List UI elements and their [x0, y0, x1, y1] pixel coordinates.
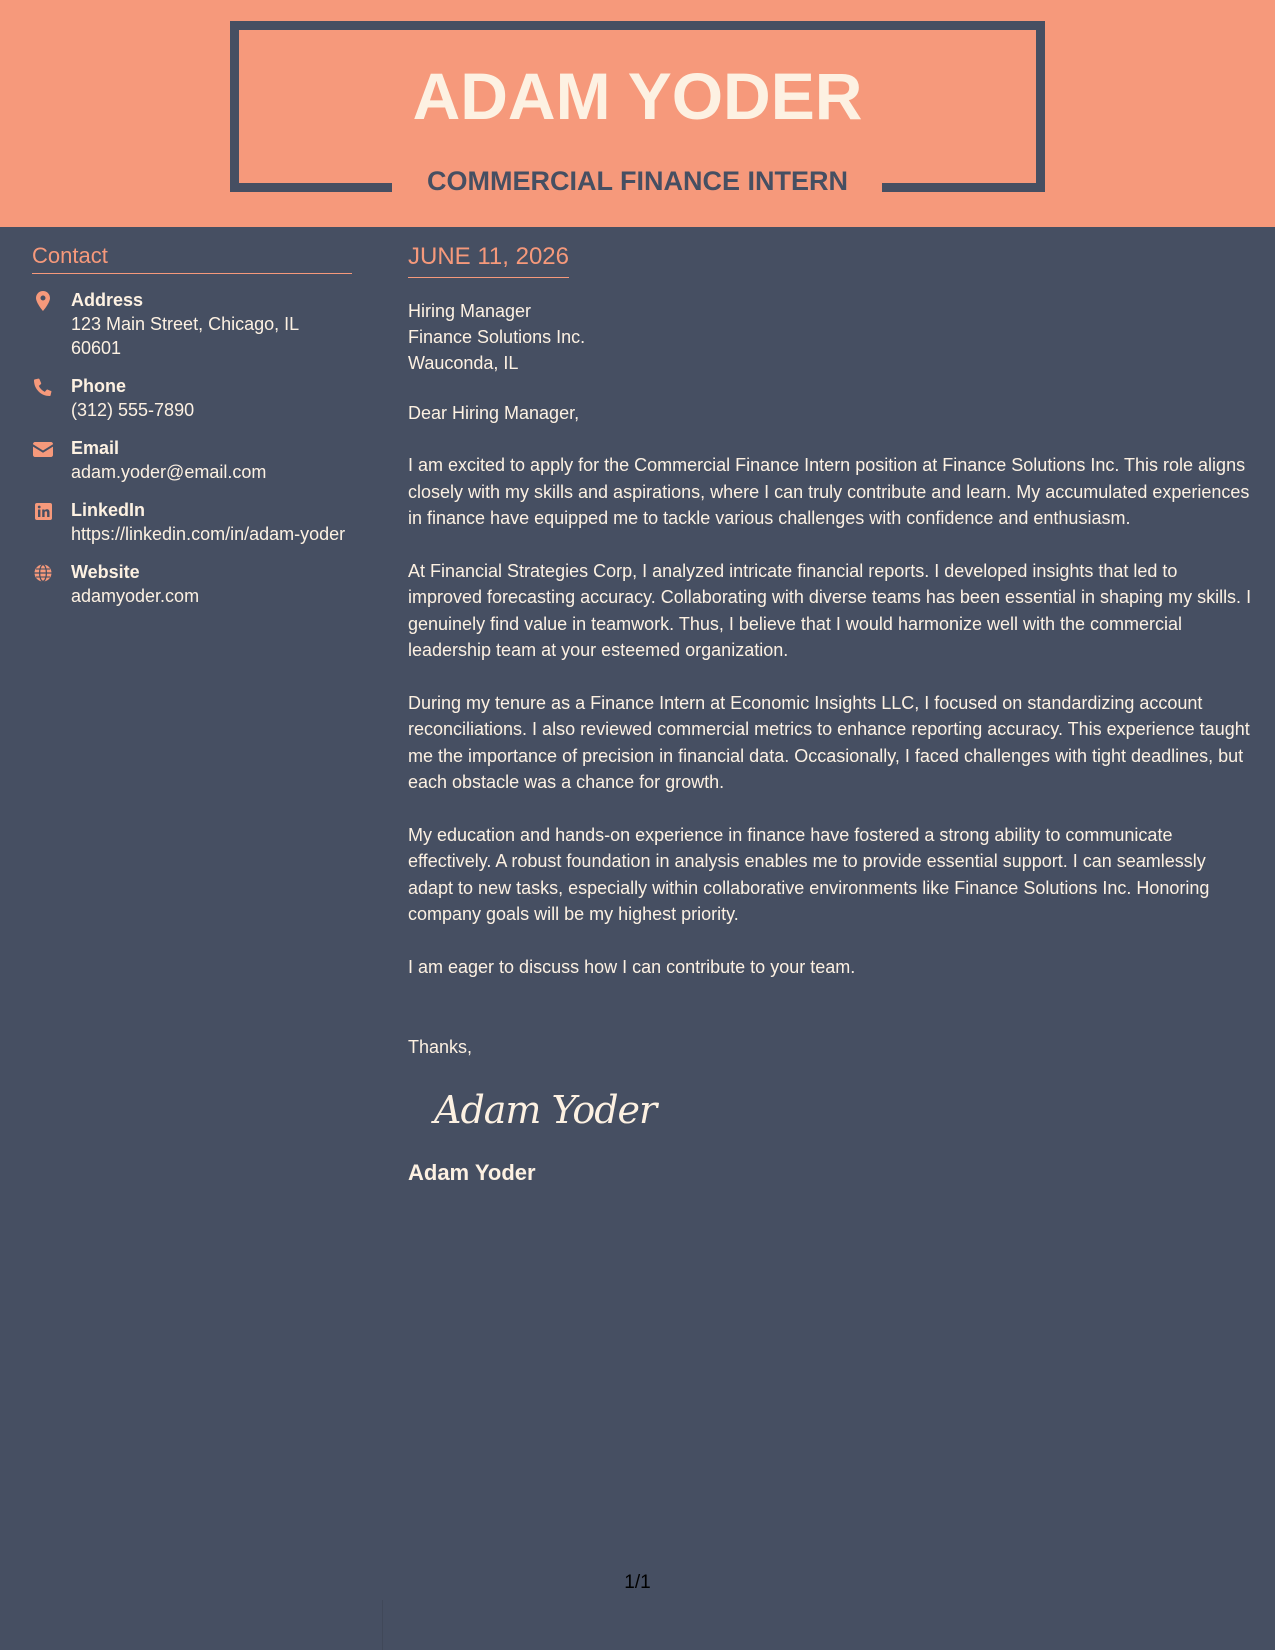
- contact-item-website: [32, 560, 352, 608]
- signer-name: Adam Yoder: [408, 1160, 536, 1185]
- contact-sidebar: [32, 243, 352, 608]
- letter-date: JUNE 11, 2026: [408, 243, 569, 278]
- contact-label: Phone: [71, 376, 127, 396]
- contact-value: 123 Main Street, Chicago, IL 60601: [71, 314, 299, 358]
- letter-paragraph: During my tenure as a Finance Intern at Economic Insights LLC, I focused on standardizing account reconciliations. I also reviewed commercial metrics to enhance reporting accuracy. This experience taught me the importance of precision in financial data. Occasionally, I faced challenges with tight deadlines, but each obstacle was a chance for growth.: [408, 692, 1250, 792]
- contact-item-email: [32, 436, 352, 484]
- contact-item-address: [32, 288, 352, 360]
- contact-value[interactable]: adamyoder.com: [71, 586, 200, 606]
- header-banner: [0, 0, 1275, 227]
- contact-value[interactable]: https://linkedin.com/in/adam-yoder: [71, 524, 346, 544]
- recipient-block: [408, 298, 1253, 376]
- linkedin-icon: [33, 501, 53, 521]
- greeting: Dear Hiring Manager,: [408, 403, 580, 423]
- letter-paragraph: At Financial Strategies Corp, I analyzed intricate financial reports. I developed insights that led to improved forecasting accuracy. Collaborating with diverse teams has been essential in shaping my skills. I genuinely find value in teamwork. Thus, I believe that I would harmonize well with the commercial leadership team at your esteemed organization.: [408, 560, 1252, 660]
- contact-label: LinkedIn: [71, 500, 146, 520]
- recipient-line: Hiring Manager: [408, 301, 532, 321]
- letter-paragraph: I am eager to discuss how I can contribute to your team.: [408, 956, 856, 977]
- recipient-line: Finance Solutions Inc.: [408, 327, 586, 347]
- envelope-icon: [33, 439, 53, 459]
- letter-body: [408, 243, 1253, 1186]
- contact-value: (312) 555-7890: [71, 400, 195, 420]
- contact-item-phone: [32, 374, 352, 422]
- letter-paragraph: My education and hands-on experience in finance have fostered a strong ability to communicate effectively. A robust foundation in analysis enables me to provide essential support. I can seamlessly adapt to new tasks, especially within collaborative environments like Finance Solutions Inc. Honoring company goals will be my highest priority.: [408, 824, 1210, 924]
- globe-icon: [33, 563, 53, 583]
- page-number: 1/1: [624, 1572, 651, 1593]
- recipient-line: Wauconda, IL: [408, 353, 519, 373]
- contact-label: Website: [71, 562, 140, 582]
- contact-heading: Contact: [32, 243, 352, 274]
- contact-item-linkedin: [32, 498, 352, 546]
- contact-label: Address: [71, 290, 144, 310]
- map-pin-icon: [33, 291, 53, 311]
- contact-value: adam.yoder@email.com: [71, 462, 267, 482]
- job-title: COMMERCIAL FINANCE INTERN: [427, 166, 848, 196]
- applicant-name: ADAM YODER: [412, 59, 863, 133]
- phone-icon: [33, 377, 53, 397]
- handwritten-signature: Adam Yoder: [434, 1088, 657, 1132]
- contact-label: Email: [71, 438, 120, 458]
- letter-paragraph: I am excited to apply for the Commercial Finance Intern position at Finance Solutions Inc. This role aligns closely with my skills and aspirations, where I can truly contribute and learn. My accumulated experiences in finance have equipped me to tackle various challenges with confidence and enthusiasm.: [408, 455, 1250, 528]
- closing: Thanks,: [408, 1037, 473, 1057]
- footer-divider: [382, 1600, 383, 1650]
